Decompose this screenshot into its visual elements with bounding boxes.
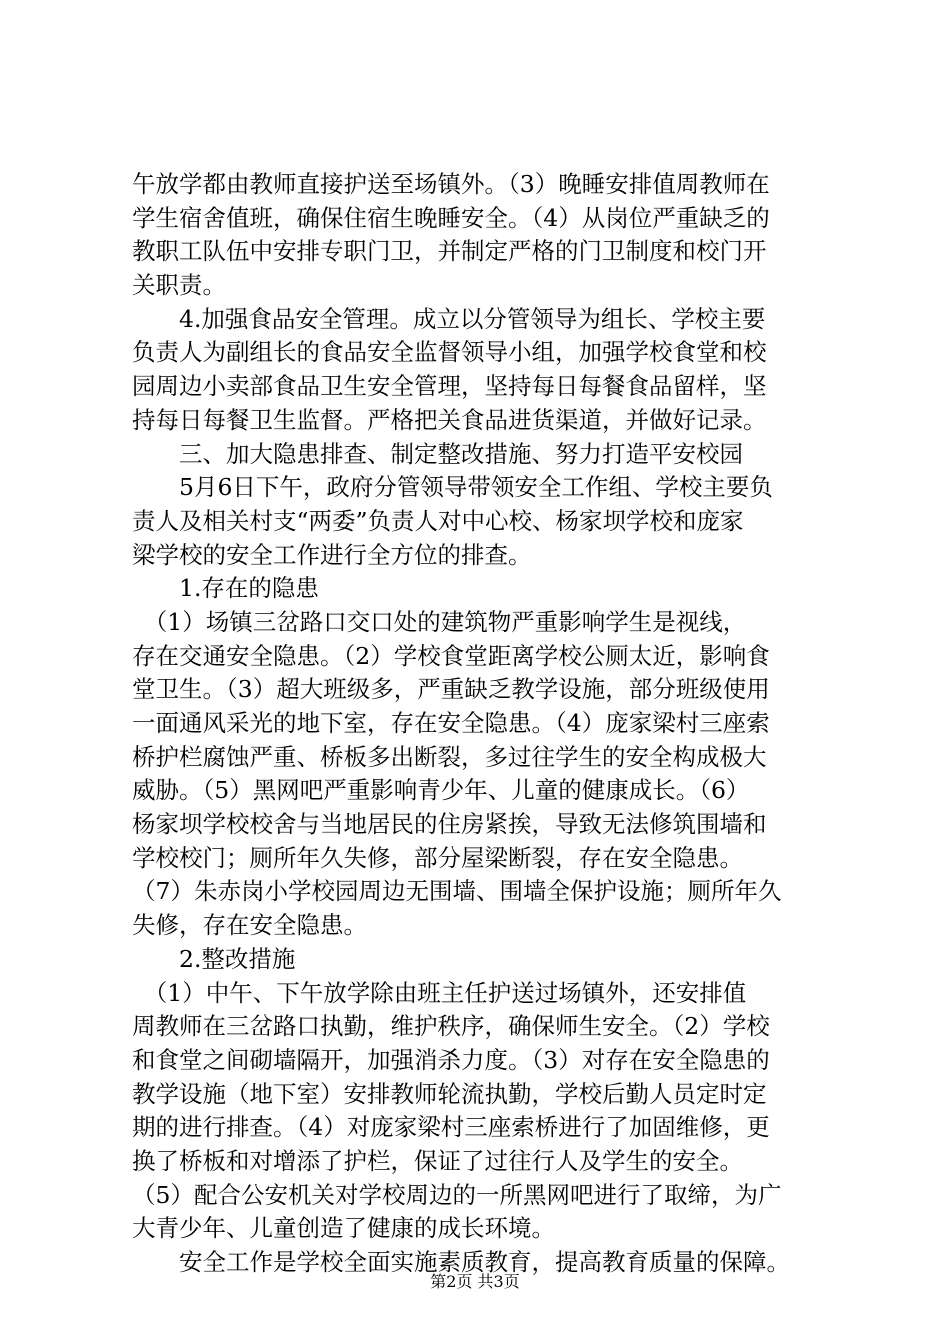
text-line: 安全工作是学校全面实施素质教育，提高教育质量的保障。 xyxy=(132,1248,790,1276)
text-line: 关职责。 xyxy=(132,271,226,300)
subsection-heading: 1.存在的隐患 xyxy=(132,574,319,603)
text-line: 大青少年、儿童创造了健康的成长环境。 xyxy=(132,1214,555,1243)
text-line: 存在交通安全隐患。（2）学校食堂距离学校公厕太近，影响食 xyxy=(132,641,770,670)
text-line: 学生宿舍值班，确保住宿生晚睡安全。（4）从岗位严重缺乏的 xyxy=(132,203,770,232)
text-line: 失修，存在安全隐患。 xyxy=(132,911,367,940)
text-line: 周教师在三岔路口执勤，维护秩序，确保师生安全。（2）学校 xyxy=(132,1012,770,1041)
text-line: 期的进行排查。（4）对庞家梁村三座索桥进行了加固维修，更 xyxy=(132,1113,770,1142)
text-line: 教职工队伍中安排专职门卫，并制定严格的门卫制度和校门开 xyxy=(132,237,767,266)
text-line: 5月6日下午，政府分管领导带领安全工作组、学校主要负 xyxy=(132,473,773,502)
text-line: 一面通风采光的地下室，存在安全隐患。（4）庞家梁村三座索 xyxy=(132,709,770,737)
document-body xyxy=(132,168,852,1280)
text-line: 堂卫生。（3）超大班级多，严重缺乏教学设施，部分班级使用 xyxy=(132,675,770,704)
text-line: 持每日每餐卫生监督。严格把关食品进货渠道，并做好记录。 xyxy=(132,405,767,434)
page-footer: 第2页 共3页 xyxy=(430,1272,520,1291)
text-line: （1）中午、下午放学除由班主任护送过场镇外，还安排值 xyxy=(132,978,747,1007)
text-line: 杨家坝学校校舍与当地居民的住房紧挨，导致无法修筑围墙和 xyxy=(132,810,767,839)
text-line: 午放学都由教师直接护送至场镇外。（3）晚睡安排值周教师在 xyxy=(132,170,770,198)
text-line: 桥护栏腐蚀严重、桥板多出断裂，多过往学生的安全构成极大 xyxy=(132,742,767,771)
text-line: （5）配合公安机关对学校周边的一所黑网吧进行了取缔，为广 xyxy=(132,1180,782,1209)
text-line: 责人及相关村支“两委”负责人对中心校、杨家坝学校和庞家 xyxy=(132,506,744,535)
section-heading: 三、加大隐患排查、制定整改措施、努力打造平安校园 xyxy=(132,439,743,468)
text-line: 换了桥板和对增添了护栏，保证了过往行人及学生的安全。 xyxy=(132,1146,743,1175)
text-line: 园周边小卖部食品卫生安全管理，坚持每日每餐食品留样，坚 xyxy=(132,372,767,401)
text-line: （1）场镇三岔路口交口处的建筑物严重影响学生是视线， xyxy=(132,607,747,636)
text-line: 教学设施（地下室）安排教师轮流执勤，学校后勤人员定时定 xyxy=(132,1079,767,1108)
subsection-heading: 2.整改措施 xyxy=(132,944,296,973)
text-line: 学校校门；厕所年久失修，部分屋梁断裂，存在安全隐患。 xyxy=(132,843,743,872)
text-line: 负责人为副组长的食品安全监督领导小组，加强学校食堂和校 xyxy=(132,338,767,367)
text-line: 威胁。（5）黑网吧严重影响青少年、儿童的健康成长。（6） xyxy=(132,776,750,805)
text-line: 和食堂之间砌墙隔开，加强消杀力度。（3）对存在安全隐患的 xyxy=(132,1045,770,1074)
text-line: （7）朱赤岗小学校园周边无围墙、围墙全保护设施；厕所年久 xyxy=(132,877,782,906)
text-line: 梁学校的安全工作进行全方位的排查。 xyxy=(132,540,532,569)
text-line: 4.加强食品安全管理。成立以分管领导为组长、学校主要 xyxy=(132,304,766,333)
